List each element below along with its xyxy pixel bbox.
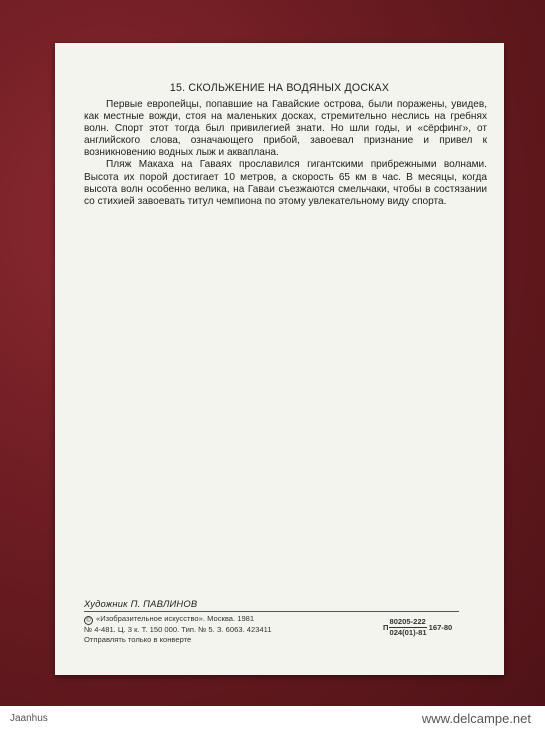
code-denominator: 024(01)-81 bbox=[389, 628, 427, 637]
seller-watermark: Jaanhus bbox=[10, 713, 48, 724]
code-fraction bbox=[389, 617, 426, 638]
card-title: 15. СКОЛЬЖЕНИЕ НА ВОДЯНЫХ ДОСКАХ bbox=[169, 82, 390, 94]
publisher-imprint bbox=[84, 614, 384, 644]
paragraph-2: Пляж Макаха на Гаваях прославился гигантскими прибрежными волнами. Высота их порой достигает 10 метров, а скорость 65 км в час. В месяцы, когда высота волн особенно велика, на Гаваи съезжаются смельчаки, чтобы в состязании со стихией завоевать титул чемпиона по этому увлекательному виду спорта. bbox=[84, 159, 487, 207]
divider-line bbox=[84, 611, 459, 612]
artist-credit: Художник П. ПАВЛИНОВ bbox=[84, 598, 198, 609]
catalog-code bbox=[383, 617, 493, 638]
code-numerator: 80205-222 bbox=[389, 617, 426, 626]
imprint-line-2: № 4-481. Ц. 3 к. Т. 150 000. Тип. № 5. З. 6063. 423411 bbox=[84, 625, 272, 634]
imprint-line-1 bbox=[84, 614, 384, 625]
paragraph-1: Первые европейцы, попавшие на Гавайские острова, были поражены, увидев, как местные вожди, стоя на маленьких досках, стремительно неслись на гребнях волн. Спорт этот тогда был привилегией знати. Но шли годы, и «сёрфинг», от английского слова, означающего прибой, завоевал признание и привел к возникновению водных лыж и акваплана. bbox=[84, 99, 487, 159]
code-suffix: 167-80 bbox=[428, 622, 453, 632]
code-prefix: П bbox=[383, 622, 389, 632]
imprint-line-3: Отправлять только в конверте bbox=[84, 634, 192, 644]
imprint-publisher: «Изобразительное искусство». Москва. 1981 bbox=[96, 614, 255, 623]
site-watermark: www.delcampe.net bbox=[421, 711, 531, 726]
card-description bbox=[84, 99, 487, 208]
copyright-icon: © bbox=[84, 616, 93, 625]
postcard-back bbox=[55, 43, 504, 675]
